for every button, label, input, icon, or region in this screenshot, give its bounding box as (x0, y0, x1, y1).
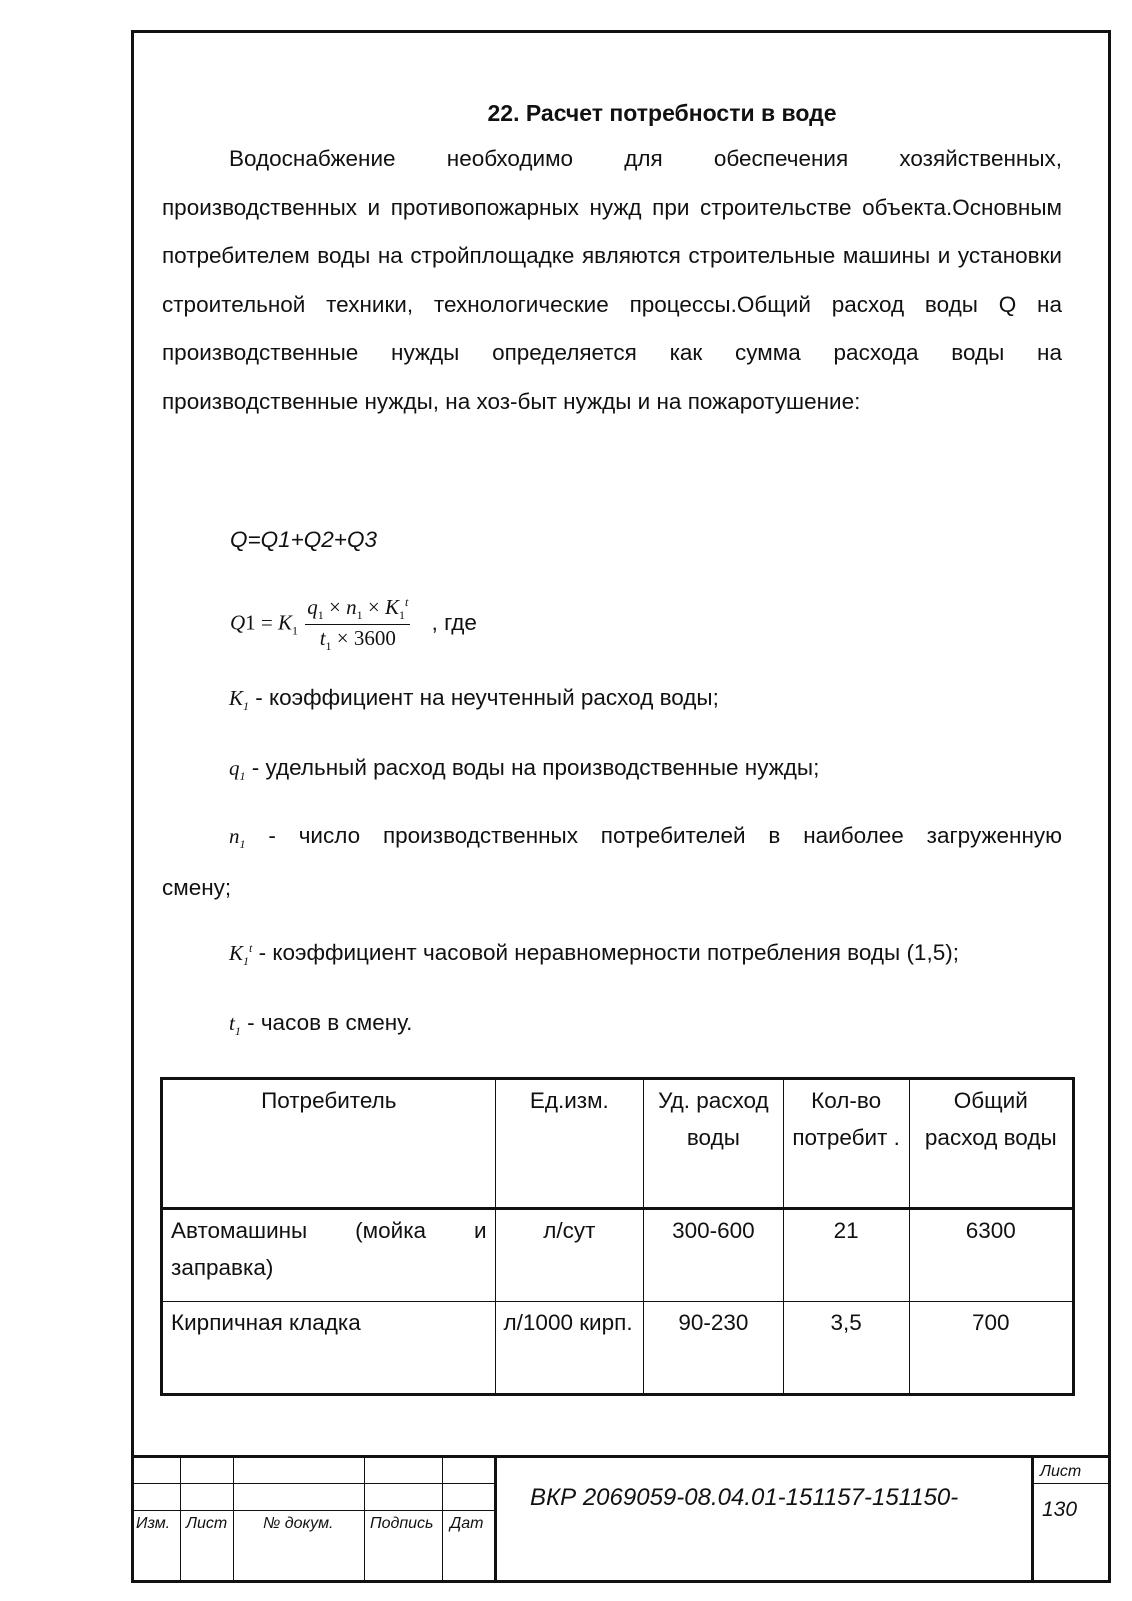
definition-q1: $q_1$ - удельный расход воды на производственные нужды; (229, 755, 820, 784)
cell-consumer: Кирпичная кладка (162, 1302, 496, 1395)
header-unit: Ед.изм. (495, 1079, 644, 1209)
document-body (162, 100, 1062, 426)
header-count: Кол-во потребит . (783, 1079, 909, 1209)
table-header-row (162, 1079, 1074, 1209)
definition-n1: $n_1$ - число производственных потребителей в наиболее загруженную (229, 823, 1062, 852)
stamp-label-signature: Подпись (370, 1515, 434, 1532)
document-code: ВКР 2069059-08.04.01-151157-151150- (530, 1484, 959, 1511)
formula-q1-numerator: $q_1 \times n_1 \times K_1^t$ (305, 595, 410, 625)
cell-unit: л/сут (495, 1209, 644, 1302)
cell-consumer: Автомашины (мойка и заправка) (162, 1209, 496, 1302)
section-title: 22. Расчет потребности в воде (487, 100, 837, 126)
formula-q1-suffix: , где (431, 609, 477, 635)
cell-total: 6300 (909, 1209, 1073, 1302)
stamp-label-doc-number: № докум. (263, 1515, 334, 1532)
cell-specific-rate: 90-230 (644, 1302, 784, 1395)
sheet-label: Лист (1040, 1463, 1082, 1480)
cell-specific-rate: 300-600 (644, 1209, 784, 1302)
header-consumer: Потребитель (162, 1079, 496, 1209)
formula-q1-left: Q (230, 610, 246, 635)
water-consumption-table (160, 1077, 1075, 1396)
formula-q1-denominator: $t_1 \times 3600$ (319, 626, 396, 654)
formula-q1: $Q1 = K_1$ $\frac{q_1 \times n_1 \times K_1^t}{t_1 \times 3600}$ , где (230, 595, 477, 654)
header-total: Общий расход воды (909, 1079, 1073, 1209)
header-specific-rate: Уд. расход воды (644, 1079, 784, 1209)
cell-unit: л/1000 кирп. (495, 1302, 644, 1395)
formula-sum: Q=Q1+Q2+Q3 (230, 527, 377, 552)
cell-total: 700 (909, 1302, 1073, 1395)
stamp-label-sheet: Лист (186, 1515, 228, 1532)
cell-count: 3,5 (783, 1302, 909, 1395)
stamp-label-change: Изм. (136, 1515, 171, 1532)
definition-k1t: $K_1^t$ - коэффициент часовой неравномерности потребления воды (1,5); (229, 940, 959, 969)
cell-count: 21 (783, 1209, 909, 1302)
formula-q1-fraction (305, 595, 410, 654)
table-row (162, 1209, 1074, 1302)
definition-k1: $K_1$ - коэффициент на неучтенный расход воды; (229, 685, 719, 714)
formula-q1-left-sub: 1 (292, 623, 299, 638)
table-row (162, 1302, 1074, 1395)
main-paragraph: Водоснабжение необходимо для обеспечения хозяйственных, производственных и противопожарных нужд при строительстве объекта.Основным потребителем воды на стройплощадке являются строительные машины и установки строительной техники, технологические процессы.Общий расход воды Q на производственные нужды определяется как сумма расхода воды на производственные нужды, на хоз-быт нужды и на пожаротушение: (162, 146, 1062, 414)
definition-n1-continuation: смену; (162, 875, 232, 900)
stamp-label-date: Дат (450, 1515, 484, 1532)
definition-t1: $t_1$ - часов в смену. (229, 1010, 413, 1039)
sheet-number: 130 (1042, 1498, 1078, 1521)
